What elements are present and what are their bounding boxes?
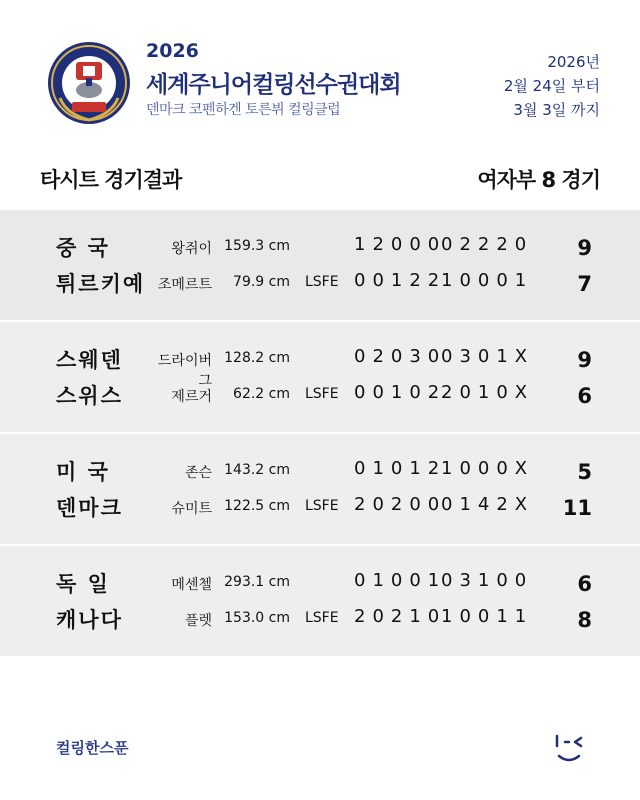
team-skip: 존슨 (184, 465, 212, 481)
team-skip: 플렛 (184, 613, 212, 629)
team-distance: 143.2 cm (224, 462, 290, 478)
team-distance: 153.0 cm (224, 610, 290, 626)
game-block (0, 546, 640, 656)
team-ends-second-half: 0301X (441, 346, 535, 367)
team-country: 미 국 (56, 460, 110, 484)
team-country: 중 국 (56, 236, 110, 260)
smiley-face-icon (553, 732, 585, 766)
section-game-label: 여자부 8 경기 (477, 168, 600, 192)
team-ends-second-half: 02220 (441, 234, 534, 255)
team-country: 독 일 (56, 572, 110, 596)
event-dates (504, 50, 600, 122)
team-row (0, 568, 640, 602)
date-end: 3월 3일 까지 (513, 101, 600, 119)
team-row (0, 268, 640, 302)
team-lsfe: LSFE (305, 274, 339, 290)
team-ends-first-half: 00122 (354, 270, 447, 291)
brand-name: 컬링한스푼 (56, 739, 129, 757)
team-skip: 제르거 (171, 389, 212, 405)
team-country: 덴마크 (56, 496, 123, 520)
team-country: 캐나다 (56, 608, 123, 632)
team-distance: 159.3 cm (224, 238, 290, 254)
game-block (0, 434, 640, 544)
game-results-list (0, 210, 640, 654)
team-total-score: 9 (577, 236, 592, 260)
team-ends-second-half: 10001 (441, 270, 534, 291)
team-ends-first-half: 20200 (354, 494, 447, 515)
team-skip: 메센첼 (171, 577, 212, 593)
date-start: 2월 24일 부터 (503, 77, 600, 95)
team-ends-first-half: 20210 (354, 606, 447, 627)
team-row (0, 344, 640, 389)
team-row (0, 456, 640, 490)
team-ends-first-half: 12000 (354, 234, 447, 255)
team-distance: 79.9 cm (233, 274, 290, 290)
team-distance: 128.2 cm (224, 350, 290, 366)
team-skip: 드라이버그 (157, 353, 212, 389)
team-lsfe: LSFE (305, 498, 339, 514)
team-ends-first-half: 02030 (354, 346, 447, 367)
date-year: 2026년 (547, 53, 600, 71)
team-ends-second-half: 0142X (441, 494, 535, 515)
team-country: 스위스 (56, 384, 123, 408)
team-total-score: 5 (577, 460, 592, 484)
event-year: 2026 (146, 40, 199, 62)
event-venue: 덴마크 코펜하겐 토른뷔 컬링클럽 (146, 102, 341, 118)
game-block (0, 210, 640, 320)
team-total-score: 8 (577, 608, 592, 632)
team-row (0, 380, 640, 414)
game-block (0, 322, 640, 432)
team-distance: 293.1 cm (224, 574, 290, 590)
team-ends-second-half: 1000X (441, 458, 535, 479)
header (0, 0, 640, 150)
team-country: 스웨덴 (56, 348, 123, 372)
team-skip: 왕쥐이 (171, 241, 212, 257)
team-skip: 조메르트 (157, 277, 212, 293)
team-distance: 122.5 cm (224, 498, 290, 514)
team-country: 튀르키예 (56, 272, 146, 296)
team-ends-first-half: 00102 (354, 382, 447, 403)
team-ends-first-half: 01001 (354, 570, 447, 591)
championship-logo-icon (46, 40, 132, 126)
team-row (0, 492, 640, 526)
event-title: 세계주니어컬링선수권대회 (146, 72, 401, 98)
team-row (0, 604, 640, 638)
section-title: 타시트 경기결과 (40, 168, 182, 192)
team-lsfe: LSFE (305, 386, 339, 402)
team-skip: 슈미트 (171, 501, 212, 517)
team-ends-first-half: 01012 (354, 458, 447, 479)
team-ends-second-half: 10011 (441, 606, 534, 627)
team-total-score: 6 (577, 384, 592, 408)
team-total-score: 6 (577, 572, 592, 596)
team-lsfe: LSFE (305, 610, 339, 626)
team-row (0, 232, 640, 266)
team-total-score: 7 (577, 272, 592, 296)
team-ends-second-half: 2010X (441, 382, 535, 403)
team-ends-second-half: 03100 (441, 570, 534, 591)
team-distance: 62.2 cm (233, 386, 290, 402)
team-total-score: 9 (577, 348, 592, 372)
team-total-score: 11 (562, 496, 592, 520)
